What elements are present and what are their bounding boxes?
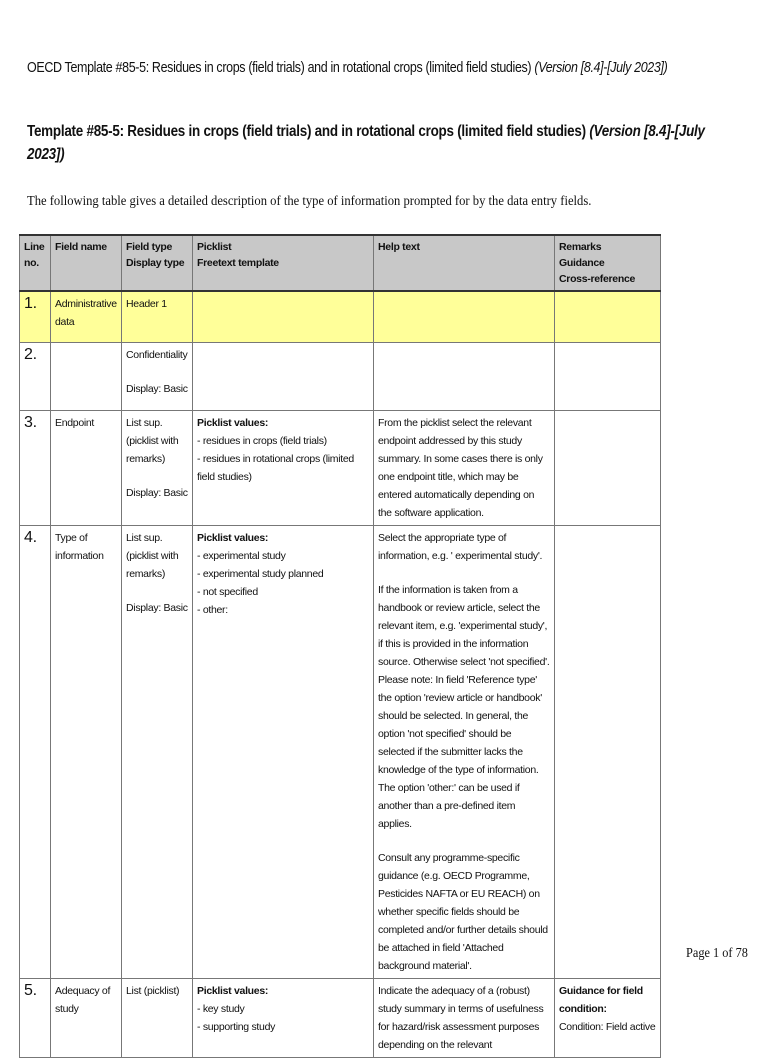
remarks-cell bbox=[555, 291, 661, 343]
picklist-item: - not specified bbox=[197, 586, 258, 598]
picklist-cell bbox=[193, 526, 374, 979]
col-header-remarks-1: Remarks bbox=[559, 241, 602, 253]
remarks-cell bbox=[555, 411, 661, 526]
field-name: Administrative data bbox=[51, 291, 122, 343]
field-name: Adequacy of study bbox=[51, 979, 122, 1058]
col-header-remarks-3: Cross-reference bbox=[559, 273, 636, 285]
field-type: List sup. (picklist with remarks) bbox=[126, 417, 179, 465]
picklist-item: - supporting study bbox=[197, 1021, 276, 1033]
picklist-item: - experimental study planned bbox=[197, 568, 324, 580]
intro-paragraph: The following table gives a detailed description of the type of information prompted for by the data entry fields. bbox=[27, 194, 592, 209]
col-header-remarks bbox=[555, 235, 661, 291]
running-header-title: OECD Template #85-5: Residues in crops (field trials) and in rotational crops (limited field studies) bbox=[27, 60, 532, 76]
help-cell bbox=[374, 411, 555, 526]
remarks-cell bbox=[555, 526, 661, 979]
picklist-item: - residues in crops (field trials) bbox=[197, 435, 327, 447]
help-text: Consult any programme-specific guidance (e.g. OECD Programme, Pesticides NAFTA or EU REACH) on whether specific fields should be completed and/or further details should be attached in field 'Attached background material'. bbox=[378, 852, 548, 972]
page-number: Page 1 of 78 bbox=[686, 946, 748, 961]
help-cell bbox=[374, 291, 555, 343]
help-text: From the picklist select the relevant endpoint addressed by this study summary. In some cases there is only one endpoint title, which may be entered automatically depending on the software application. bbox=[378, 417, 543, 519]
col-header-picklist bbox=[193, 235, 374, 291]
display-type: Display: Basic bbox=[126, 602, 188, 614]
field-description-table bbox=[19, 234, 661, 1058]
picklist-title: Picklist values: bbox=[197, 417, 269, 429]
col-header-line-no-1: Line bbox=[24, 241, 45, 253]
help-text: Select the appropriate type of information, e.g. ' experimental study'. bbox=[378, 532, 543, 562]
display-type: Display: Basic bbox=[126, 487, 188, 499]
col-header-field-name bbox=[51, 235, 122, 291]
table-row bbox=[20, 526, 661, 979]
col-header-field-type-2: Display type bbox=[126, 257, 185, 269]
table-row bbox=[20, 411, 661, 526]
col-header-field-type-1: Field type bbox=[126, 241, 173, 253]
help-cell bbox=[374, 343, 555, 411]
help-cell bbox=[374, 526, 555, 979]
help-text: If the information is taken from a handbook or review article, select the relevant item, e.g. 'experimental study', if this is provided in the information source. Otherwise select 'not specified'. Please note: In field 'Reference type' the option 'review article or handbook' should be selected. In general, the option 'not specified' should be selected if the submitter lacks the knowledge of the type of information. The option 'other:' can be used if another than a pre-defined item applies. bbox=[378, 584, 550, 830]
picklist-cell bbox=[193, 979, 374, 1058]
col-header-help-text-1: Help text bbox=[378, 241, 420, 253]
remarks-cell bbox=[555, 343, 661, 411]
field-type: List (picklist) bbox=[122, 979, 193, 1058]
field-type-cell bbox=[122, 343, 193, 411]
picklist-item: - residues in rotational crops (limited field studies) bbox=[197, 453, 354, 483]
table-row bbox=[20, 343, 661, 411]
page-title-text: Template #85-5: Residues in crops (field trials) and in rotational crops (limited field studies) bbox=[27, 123, 586, 140]
field-name: Type of information bbox=[51, 526, 122, 979]
running-header-version: (Version [8.4]-[July 2023]) bbox=[534, 60, 668, 76]
help-text: Indicate the adequacy of a (robust) study summary in terms of usefulness for hazard/risk assessment purposes depending on the relevant bbox=[378, 985, 544, 1051]
page-title-version: (Version [8.4]-[July 2023]) bbox=[27, 123, 705, 163]
line-number: 4. bbox=[20, 526, 51, 979]
picklist-title: Picklist values: bbox=[197, 532, 269, 544]
field-type-cell bbox=[122, 411, 193, 526]
picklist-item: - key study bbox=[197, 1003, 245, 1015]
line-number: 3. bbox=[20, 411, 51, 526]
remarks-text: Condition: Field active bbox=[559, 1021, 656, 1033]
help-cell bbox=[374, 979, 555, 1058]
remarks-cell bbox=[555, 979, 661, 1058]
field-name: Endpoint bbox=[51, 411, 122, 526]
line-number: 1. bbox=[20, 291, 51, 343]
col-header-line-no bbox=[20, 235, 51, 291]
display-type: Display: Basic bbox=[126, 383, 188, 395]
field-type: Confidentiality bbox=[126, 349, 188, 361]
col-header-field-type bbox=[122, 235, 193, 291]
picklist-item: - other: bbox=[197, 604, 228, 616]
col-header-picklist-1: Picklist bbox=[197, 241, 232, 253]
table-row bbox=[20, 979, 661, 1058]
col-header-line-no-2: no. bbox=[24, 257, 39, 269]
col-header-help-text bbox=[374, 235, 555, 291]
line-number: 5. bbox=[20, 979, 51, 1058]
picklist-cell bbox=[193, 411, 374, 526]
field-type: Header 1 bbox=[122, 291, 193, 343]
table-header-row bbox=[20, 235, 661, 291]
col-header-field-name-1: Field name bbox=[55, 241, 107, 253]
col-header-picklist-2: Freetext template bbox=[197, 257, 279, 269]
field-type-cell bbox=[122, 526, 193, 979]
field-name bbox=[51, 343, 122, 411]
col-header-remarks-2: Guidance bbox=[559, 257, 605, 269]
line-number: 2. bbox=[20, 343, 51, 411]
picklist-cell bbox=[193, 291, 374, 343]
table-row bbox=[20, 291, 661, 343]
picklist-cell bbox=[193, 343, 374, 411]
field-type: List sup. (picklist with remarks) bbox=[126, 532, 179, 580]
picklist-title: Picklist values: bbox=[197, 985, 269, 997]
remarks-title: Guidance for field condition: bbox=[559, 985, 643, 1015]
picklist-item: - experimental study bbox=[197, 550, 286, 562]
